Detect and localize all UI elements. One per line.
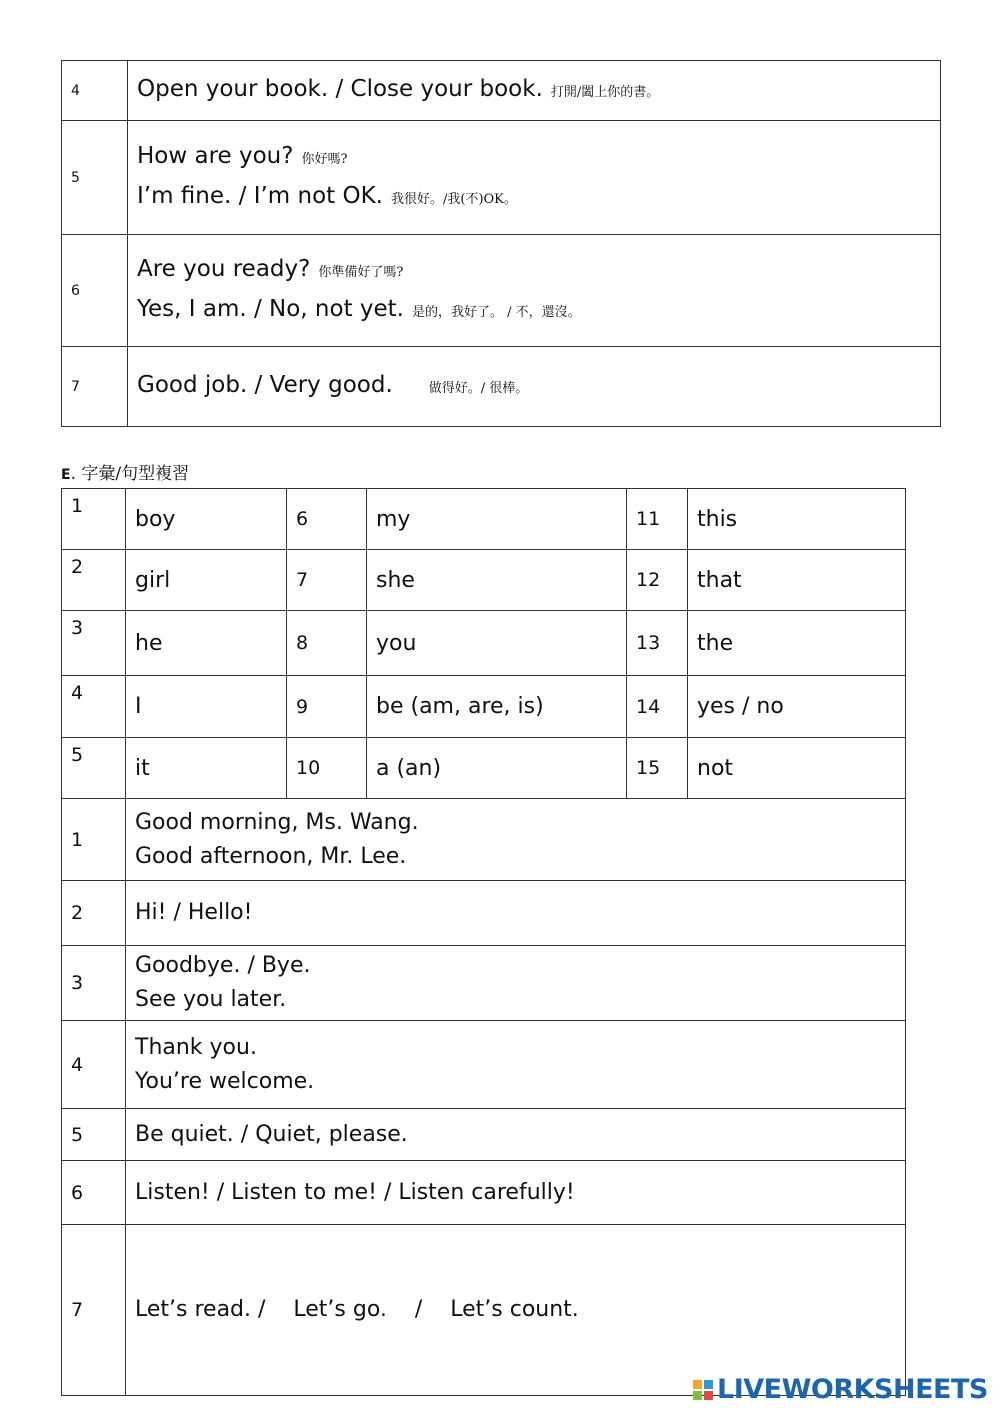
sentence-number: 2	[62, 881, 126, 946]
phrase-cell	[128, 61, 941, 121]
section-title: 字彙/句型複習	[81, 464, 190, 484]
vocab-word: this	[688, 489, 906, 550]
vocab-number: 1	[62, 489, 126, 550]
phrase-zh: 你準備好了嗎?	[318, 264, 404, 280]
vocab-word: that	[688, 550, 906, 611]
phrase-zh: 你好嗎?	[301, 151, 348, 167]
vocab-review-table	[61, 488, 906, 1396]
vocab-number: 13	[627, 611, 688, 676]
sentence-line: Good afternoon, Mr. Lee.	[135, 843, 407, 869]
phrase-zh: 我很好。/我(不)OK。	[391, 191, 517, 207]
vocab-word: a (an)	[367, 738, 627, 799]
sentence-line: See you later.	[135, 987, 287, 1012]
phrase-en: Open your book. / Close your book.	[137, 75, 543, 102]
logo-text: LIVEWORKSHEETS	[717, 1374, 988, 1405]
vocab-number: 8	[287, 611, 367, 676]
sentence-line: Goodbye. / Bye.	[135, 953, 311, 978]
vocab-word: he	[126, 611, 287, 676]
logo-square	[693, 1380, 702, 1389]
section-letter: E	[61, 467, 71, 483]
vocab-word: not	[688, 738, 906, 799]
sentence-line: Listen! / Listen to me! / Listen carefully!	[135, 1179, 575, 1205]
sentence-line: Thank you.	[135, 1034, 257, 1060]
sentence-row	[62, 1225, 906, 1396]
section-heading: E. 字彙/句型複習	[61, 464, 190, 484]
row-number: 6	[62, 235, 128, 347]
vocab-word: it	[126, 738, 287, 799]
phrase-en: I’m fine. / I’m not OK.	[137, 182, 383, 209]
sentence-row	[62, 1021, 906, 1109]
vocab-row	[62, 611, 906, 676]
vocab-number: 15	[627, 738, 688, 799]
sentence-line: Good morning, Ms. Wang.	[135, 809, 419, 835]
phrase-cell	[128, 121, 941, 235]
sentence-cell	[126, 799, 906, 881]
sentence-number: 1	[62, 799, 126, 881]
sentence-cell	[126, 1021, 906, 1109]
logo-icon	[693, 1380, 713, 1400]
vocab-number: 4	[62, 676, 126, 738]
sentence-line: You’re welcome.	[135, 1068, 315, 1094]
vocab-number: 10	[287, 738, 367, 799]
vocab-number: 2	[62, 550, 126, 611]
table-row	[62, 235, 941, 347]
vocab-word: boy	[126, 489, 287, 550]
sentence-row	[62, 881, 906, 946]
sentence-number: 7	[62, 1225, 126, 1396]
row-number: 5	[62, 121, 128, 235]
liveworksheets-logo	[693, 1374, 988, 1405]
sentence-row	[62, 1109, 906, 1161]
vocab-number: 14	[627, 676, 688, 738]
vocab-word: girl	[126, 550, 287, 611]
vocab-number: 5	[62, 738, 126, 799]
sentence-cell	[126, 881, 906, 946]
sentence-number: 5	[62, 1109, 126, 1161]
sentence-number: 4	[62, 1021, 126, 1109]
sentence-cell	[126, 1109, 906, 1161]
sentence-cell	[126, 946, 906, 1021]
phrase-zh: 打開/闔上你的書。	[550, 84, 660, 100]
vocab-number: 3	[62, 611, 126, 676]
vocab-number: 6	[287, 489, 367, 550]
sentence-row	[62, 799, 906, 881]
vocab-number: 7	[287, 550, 367, 611]
logo-square	[704, 1380, 713, 1389]
phrase-zh: 做得好。/ 很棒。	[428, 380, 529, 396]
phrase-zh: 是的，我好了。 / 不，還沒。	[412, 304, 581, 320]
vocab-row	[62, 550, 906, 611]
vocab-word: she	[367, 550, 627, 611]
sentence-line: Be quiet. / Quiet, please.	[135, 1121, 408, 1147]
vocab-word: be (am, are, is)	[367, 676, 627, 738]
phrase-en: Are you ready?	[137, 255, 311, 282]
phrase-cell	[128, 235, 941, 347]
phrase-en: Good job. / Very good.	[137, 371, 393, 398]
phrase-en: Yes, I am. / No, not yet.	[137, 295, 404, 322]
logo-square	[693, 1391, 702, 1400]
sentence-line: Let’s read. / Let’s go. / Let’s count.	[135, 1297, 579, 1322]
sentence-row	[62, 1161, 906, 1225]
vocab-number: 11	[627, 489, 688, 550]
sentence-row	[62, 946, 906, 1021]
vocab-number: 12	[627, 550, 688, 611]
sentence-cell	[126, 1161, 906, 1225]
row-number: 7	[62, 347, 128, 427]
sentence-cell	[126, 1225, 906, 1396]
table-row	[62, 347, 941, 427]
vocab-word: yes / no	[688, 676, 906, 738]
vocab-row	[62, 676, 906, 738]
row-number: 4	[62, 61, 128, 121]
phrase-cell	[128, 347, 941, 427]
vocab-row	[62, 489, 906, 550]
sentence-number: 6	[62, 1161, 126, 1225]
vocab-word: the	[688, 611, 906, 676]
vocab-number: 9	[287, 676, 367, 738]
sentence-number: 3	[62, 946, 126, 1021]
table-row	[62, 121, 941, 235]
classroom-phrases-table	[61, 60, 941, 427]
vocab-word: you	[367, 611, 627, 676]
vocab-word: my	[367, 489, 627, 550]
vocab-word: I	[126, 676, 287, 738]
logo-square	[704, 1391, 713, 1400]
phrase-en: How are you?	[137, 142, 294, 169]
vocab-row	[62, 738, 906, 799]
sentence-line: Hi! / Hello!	[135, 900, 253, 925]
table-row	[62, 61, 941, 121]
